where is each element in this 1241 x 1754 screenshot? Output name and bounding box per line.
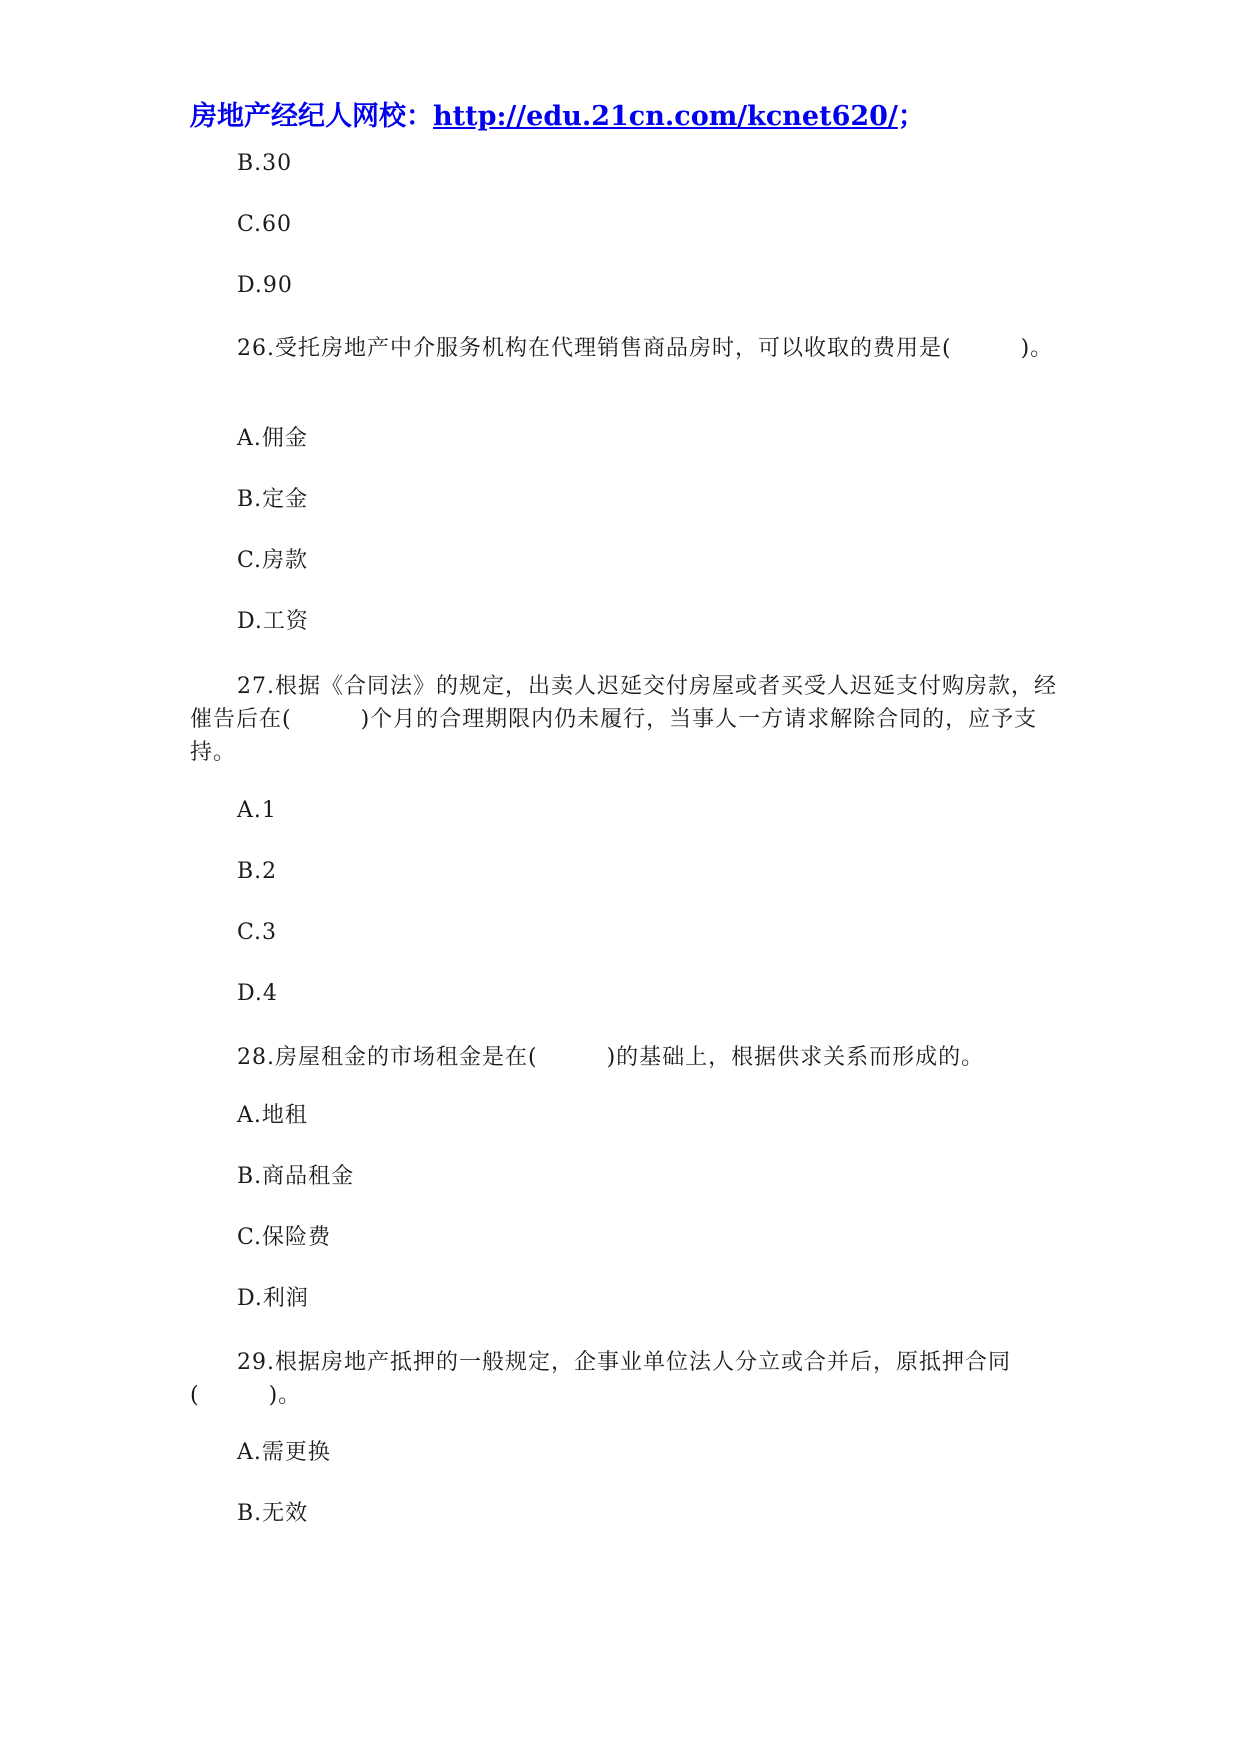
q28-option-a: A.地租 (237, 1103, 308, 1128)
q26-option-b: B.定金 (237, 487, 309, 512)
q27-option-d: D.4 (237, 981, 278, 1006)
q26-option-a: A.佣金 (237, 426, 308, 451)
q25-option-c: C.60 (237, 212, 293, 237)
q29-option-b: B.无效 (237, 1501, 309, 1526)
q27-option-a: A.1 (237, 798, 277, 823)
q25-option-d: D.90 (237, 273, 293, 298)
header-link[interactable]: http://edu.21cn.com/kcnet620/ (433, 101, 898, 132)
q28-stem: 28.房屋租金的市场租金是在( )的基础上，根据供求关系而形成的。 (237, 1045, 985, 1070)
q27-option-b: B.2 (237, 859, 278, 884)
q28-option-b: B.商品租金 (237, 1164, 355, 1189)
q29-stem: 29.根据房地产抵押的一般规定，企事业单位法人分立或合并后，原抵押合同( )。 (190, 1350, 1011, 1408)
q28-option-d: D.利润 (237, 1286, 309, 1311)
q29-option-a: A.需更换 (237, 1440, 331, 1465)
q26-option-d: D.工资 (237, 609, 309, 634)
header-title: 房地产经纪人网校： (190, 101, 433, 132)
q26-option-c: C.房款 (237, 548, 309, 573)
q25-option-b: B.30 (237, 151, 293, 176)
q28-option-c: C.保险费 (237, 1225, 332, 1250)
q27-option-c: C.3 (237, 920, 278, 945)
q26-stem: 26.受托房地产中介服务机构在代理销售商品房时，可以收取的费用是( )。 (237, 336, 1054, 361)
header-suffix: ； (897, 101, 925, 132)
q27-stem: 27.根据《合同法》的规定，出卖人迟延交付房屋或者买受人迟延支付购房款，经催告后在( )个月的合理期限内仍未履行，当事人一方请求解除合同的，应予支持。 (190, 674, 1057, 765)
page-header (190, 94, 925, 133)
